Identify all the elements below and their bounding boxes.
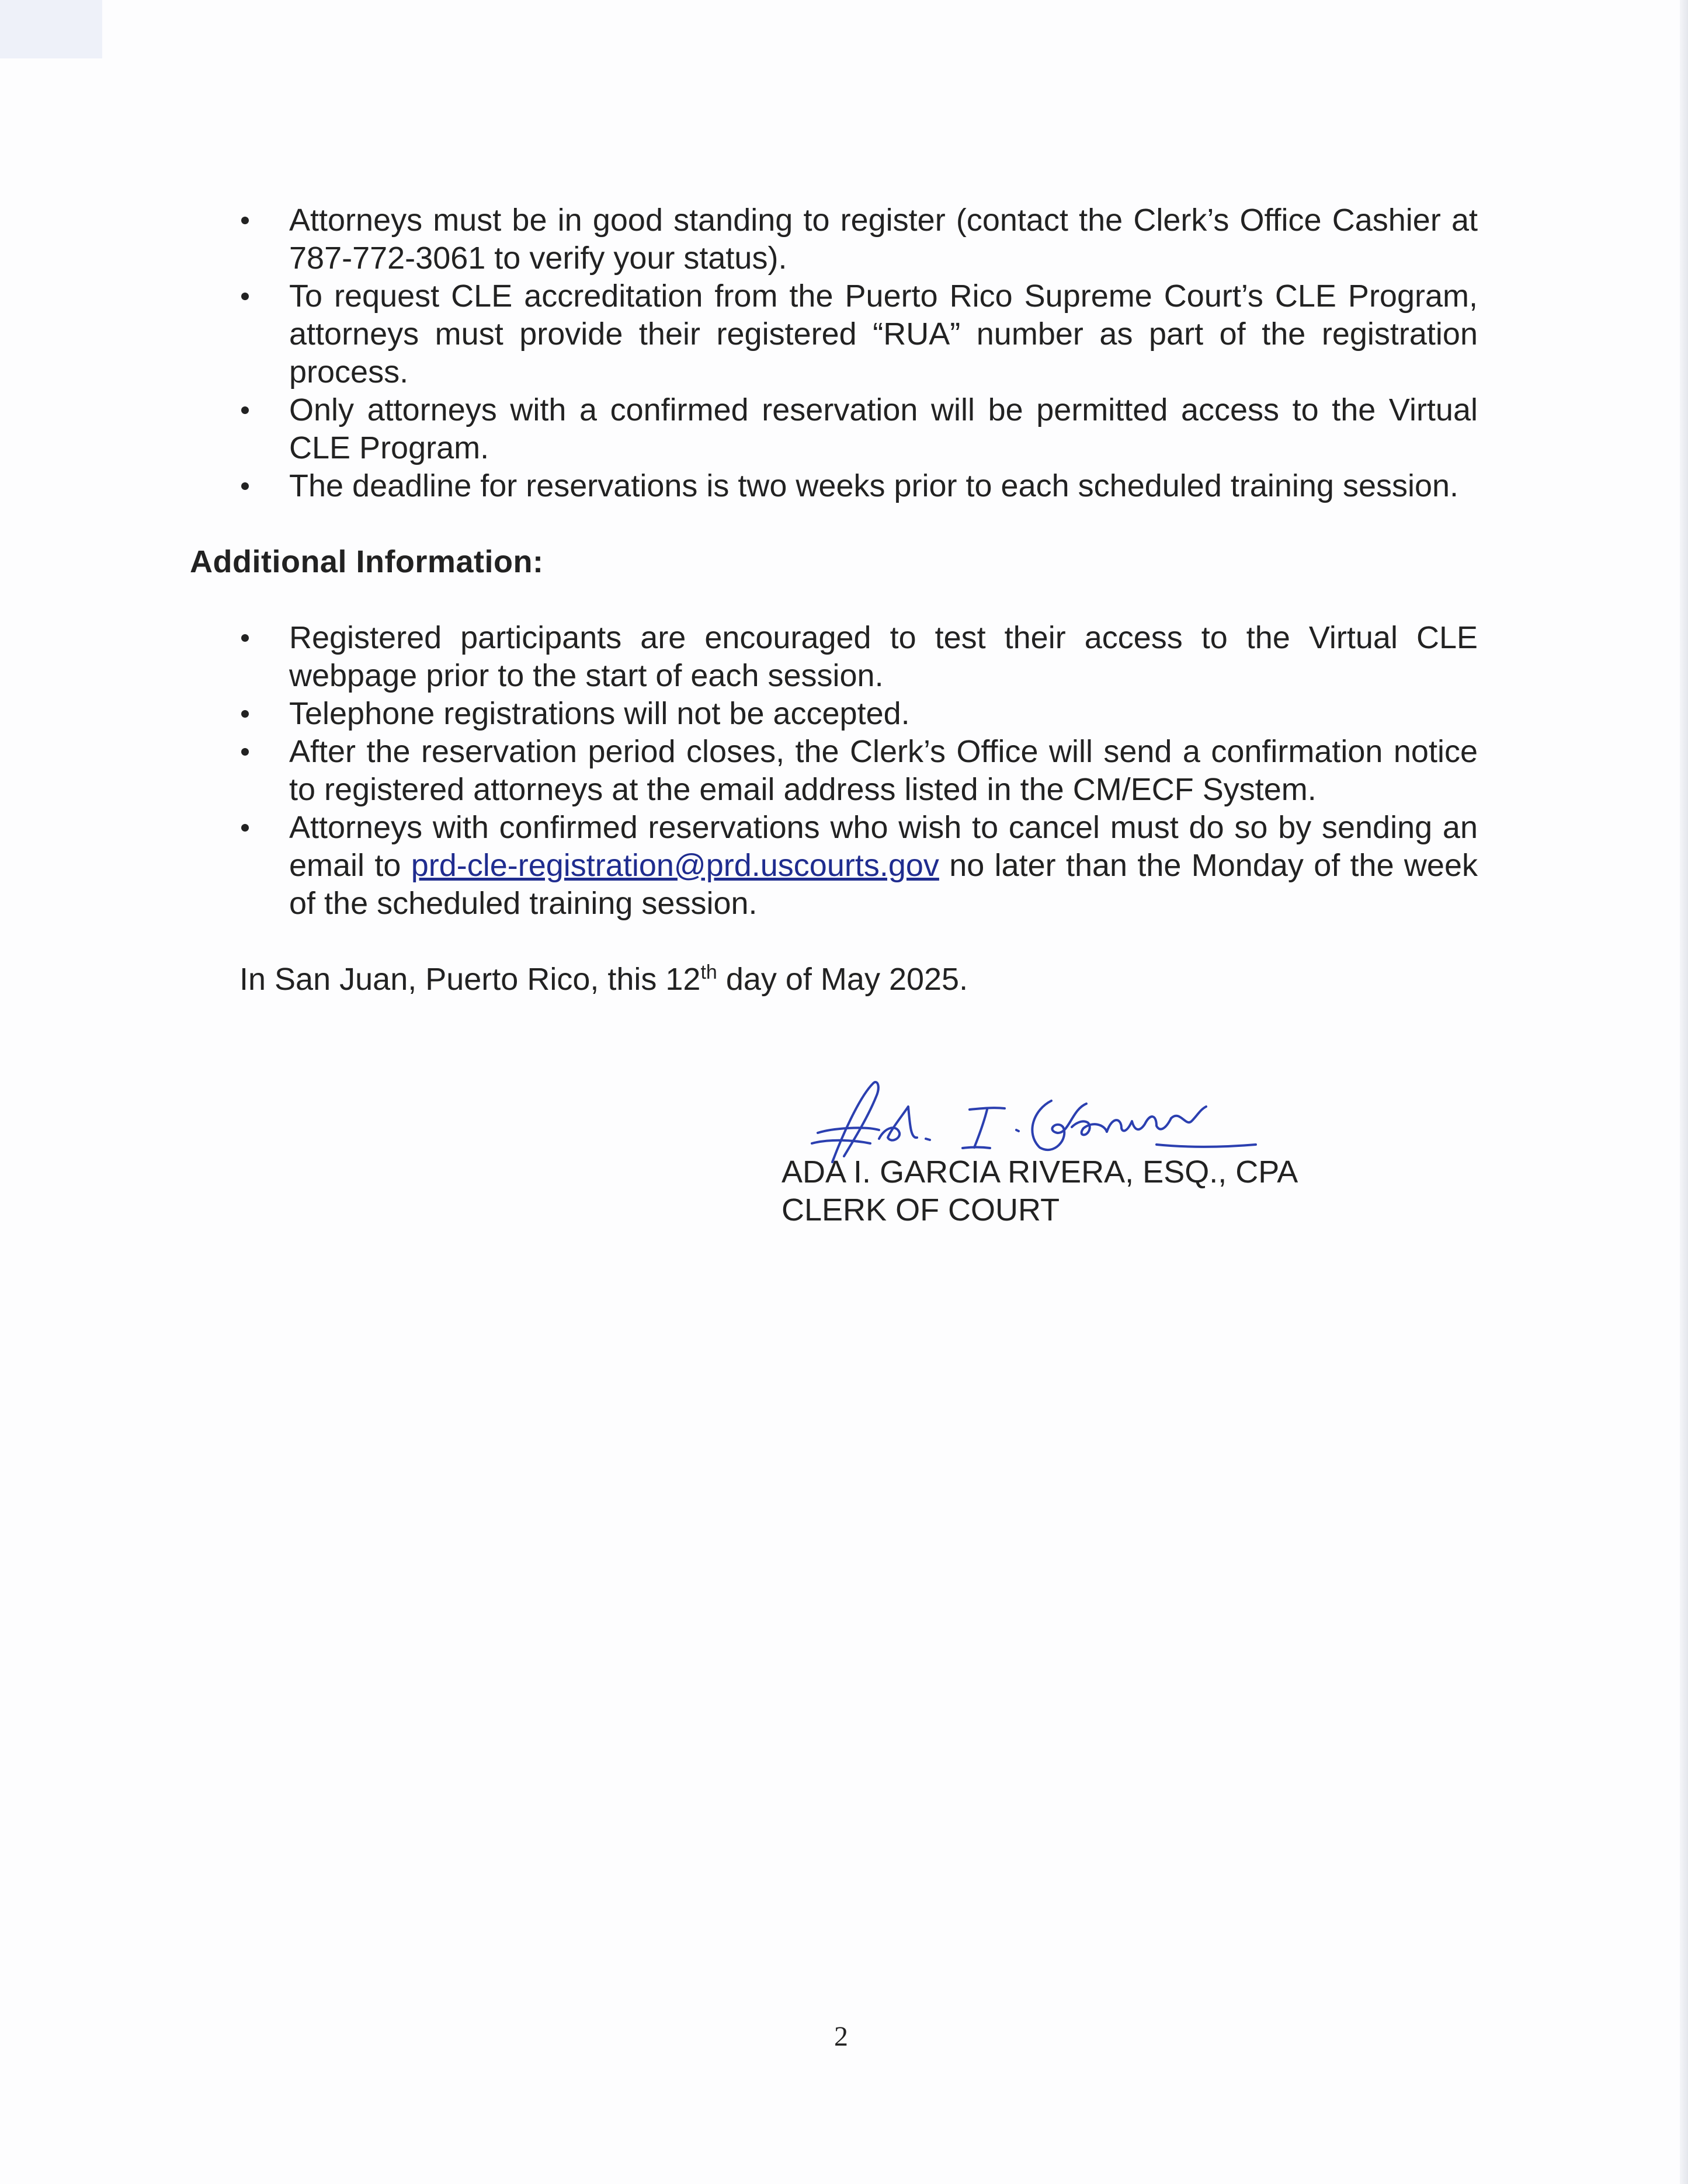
list-item: After the reservation period closes, the Clerk’s Office will send a confirmation notice to registered attorneys at the email address listed in the CM/ECF System. — [190, 733, 1478, 809]
additional-info-heading: Additional Information: — [190, 544, 544, 579]
list-item: Only attorneys with a confirmed reservation will be permitted access to the Virtual CLE Program. — [190, 391, 1478, 467]
signature-stroke — [1107, 1117, 1171, 1132]
signature-stroke — [1171, 1107, 1206, 1122]
document-body — [190, 201, 1478, 999]
dated-line: In San Juan, Puerto Rico, this 12th day of May 2025. — [239, 961, 968, 997]
signature-stroke — [879, 1107, 917, 1140]
bullet-icon — [241, 748, 249, 756]
signature-stroke — [1016, 1130, 1019, 1131]
bullet-icon — [241, 406, 249, 414]
bullet-icon — [241, 482, 249, 490]
list-item: Attorneys must be in good standing to register (contact the Clerk’s Office Cashier at 787-772-3061 to verify your status). — [190, 201, 1478, 277]
signature-stroke — [1156, 1145, 1256, 1147]
list-item: Telephone registrations will not be accepted. — [190, 695, 1478, 733]
signature-stroke — [1072, 1121, 1107, 1135]
bullet-icon — [241, 217, 249, 224]
registration-email-link[interactable]: prd-cle-registration@prd.uscourts.gov — [411, 848, 939, 883]
scan-corner-mark — [0, 0, 102, 58]
signature-stroke — [974, 1110, 987, 1147]
requirements-list — [190, 201, 1478, 505]
list-item: To request CLE accreditation from the Puerto Rico Supreme Court’s CLE Program, attorneys must provide their registered “RUA” number as part of the registration process. — [190, 277, 1478, 391]
signature-stroke — [963, 1147, 990, 1149]
signer-name: ADA I. GARCIA RIVERA, ESQ., CPA — [782, 1154, 1298, 1190]
bullet-icon — [241, 824, 249, 832]
page-edge — [1680, 0, 1688, 2184]
signature-stroke — [1032, 1101, 1086, 1150]
list-item: The deadline for reservations is two weeks prior to each scheduled training session. — [190, 467, 1478, 505]
page-number: 2 — [834, 2021, 848, 2052]
additional-info-list — [190, 619, 1478, 923]
signature-stroke — [832, 1082, 878, 1162]
list-item: Registered participants are encouraged to test their access to the Virtual CLE webpage prior to the start of each session. — [190, 619, 1478, 695]
list-item: Attorneys with confirmed reservations who wish to cancel must do so by sending an email to prd-cle-registration@prd.uscourts.gov no later than the Monday of the week of the scheduled training session. — [190, 809, 1478, 923]
signature-stroke — [818, 1128, 879, 1133]
bullet-icon — [241, 634, 249, 642]
signer-title: CLERK OF COURT — [782, 1192, 1060, 1227]
signature-stroke — [926, 1139, 930, 1140]
bullet-icon — [241, 710, 249, 718]
signature-block — [782, 1153, 1298, 1229]
bullet-icon — [241, 293, 249, 300]
